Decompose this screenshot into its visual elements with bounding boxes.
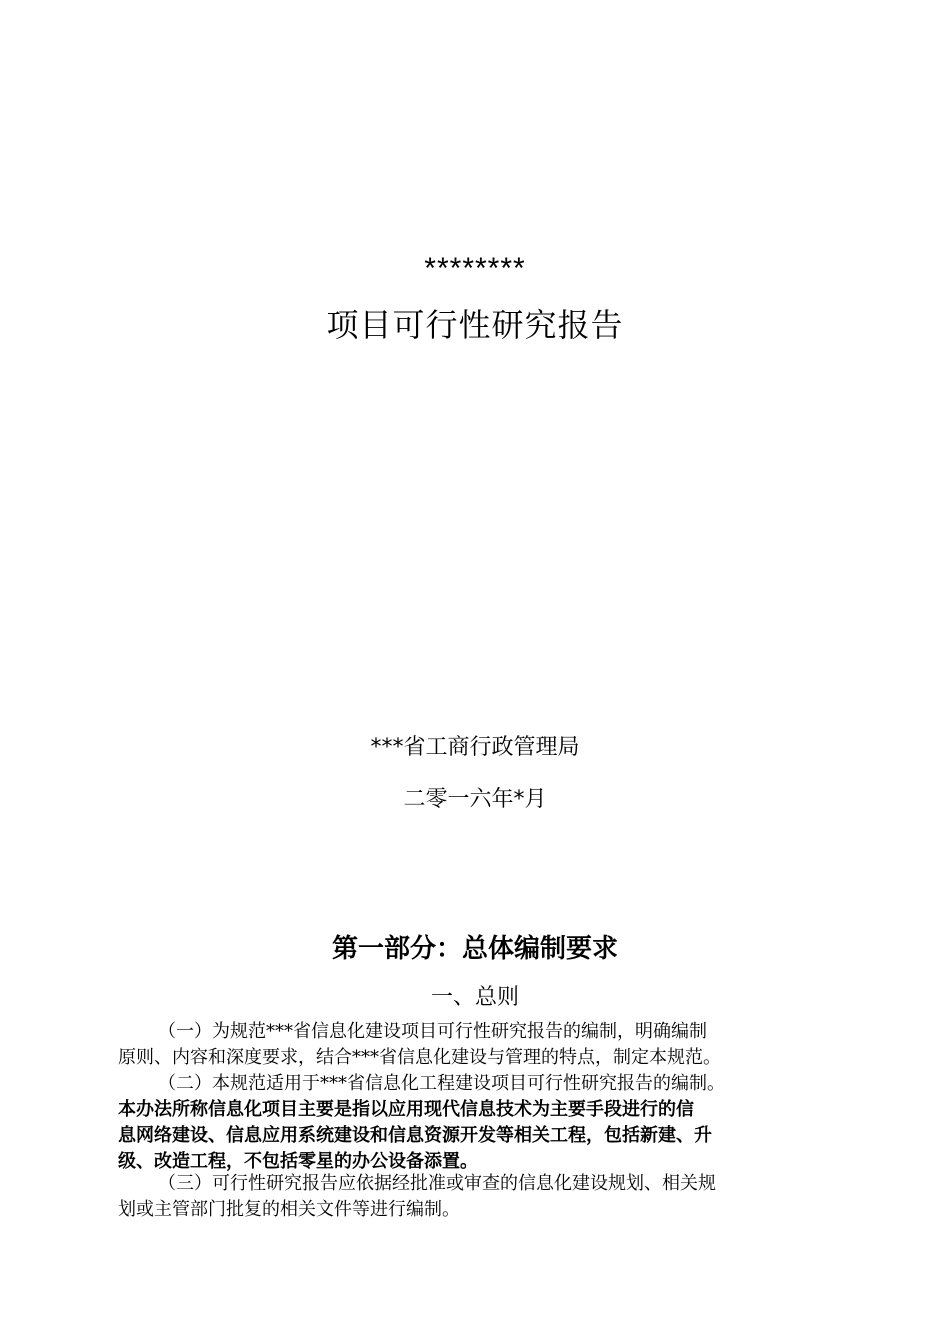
paragraph-line: 息网络建设、信息应用系统建设和信息资源开发等相关工程，包括新建、升	[118, 1125, 712, 1146]
paragraph-line: 级、改造工程，不包括零星的办公设备添置。	[118, 1151, 478, 1172]
paragraph-line: 本办法所称信息化项目主要是指以应用现代信息技术为主要手段进行的信	[118, 1099, 694, 1120]
cover-stars: ********	[424, 252, 526, 285]
paragraph-line: （一）为规范***省信息化建设项目可行性研究报告的编制，明确编制	[158, 1021, 707, 1042]
paragraph-line: （三）可行性研究报告应依据经批准或审查的信息化建设规划、相关规	[158, 1173, 716, 1194]
part-heading: 第一部分：总体编制要求	[331, 934, 618, 964]
paragraph-line: （二）本规范适用于***省信息化工程建设项目可行性研究报告的编制。	[158, 1073, 725, 1094]
paragraph-line: 原则、内容和深度要求，结合***省信息化建设与管理的特点，制定本规范。	[118, 1047, 721, 1068]
paragraph-line: 划或主管部门批复的相关文件等进行编制。	[118, 1199, 460, 1220]
document-title: 项目可行性研究报告	[326, 306, 624, 344]
section-heading: 一、总则	[430, 985, 519, 1010]
document-date: 二零一六年*月	[403, 787, 547, 812]
organization-name: ***省工商行政管理局	[370, 735, 580, 760]
